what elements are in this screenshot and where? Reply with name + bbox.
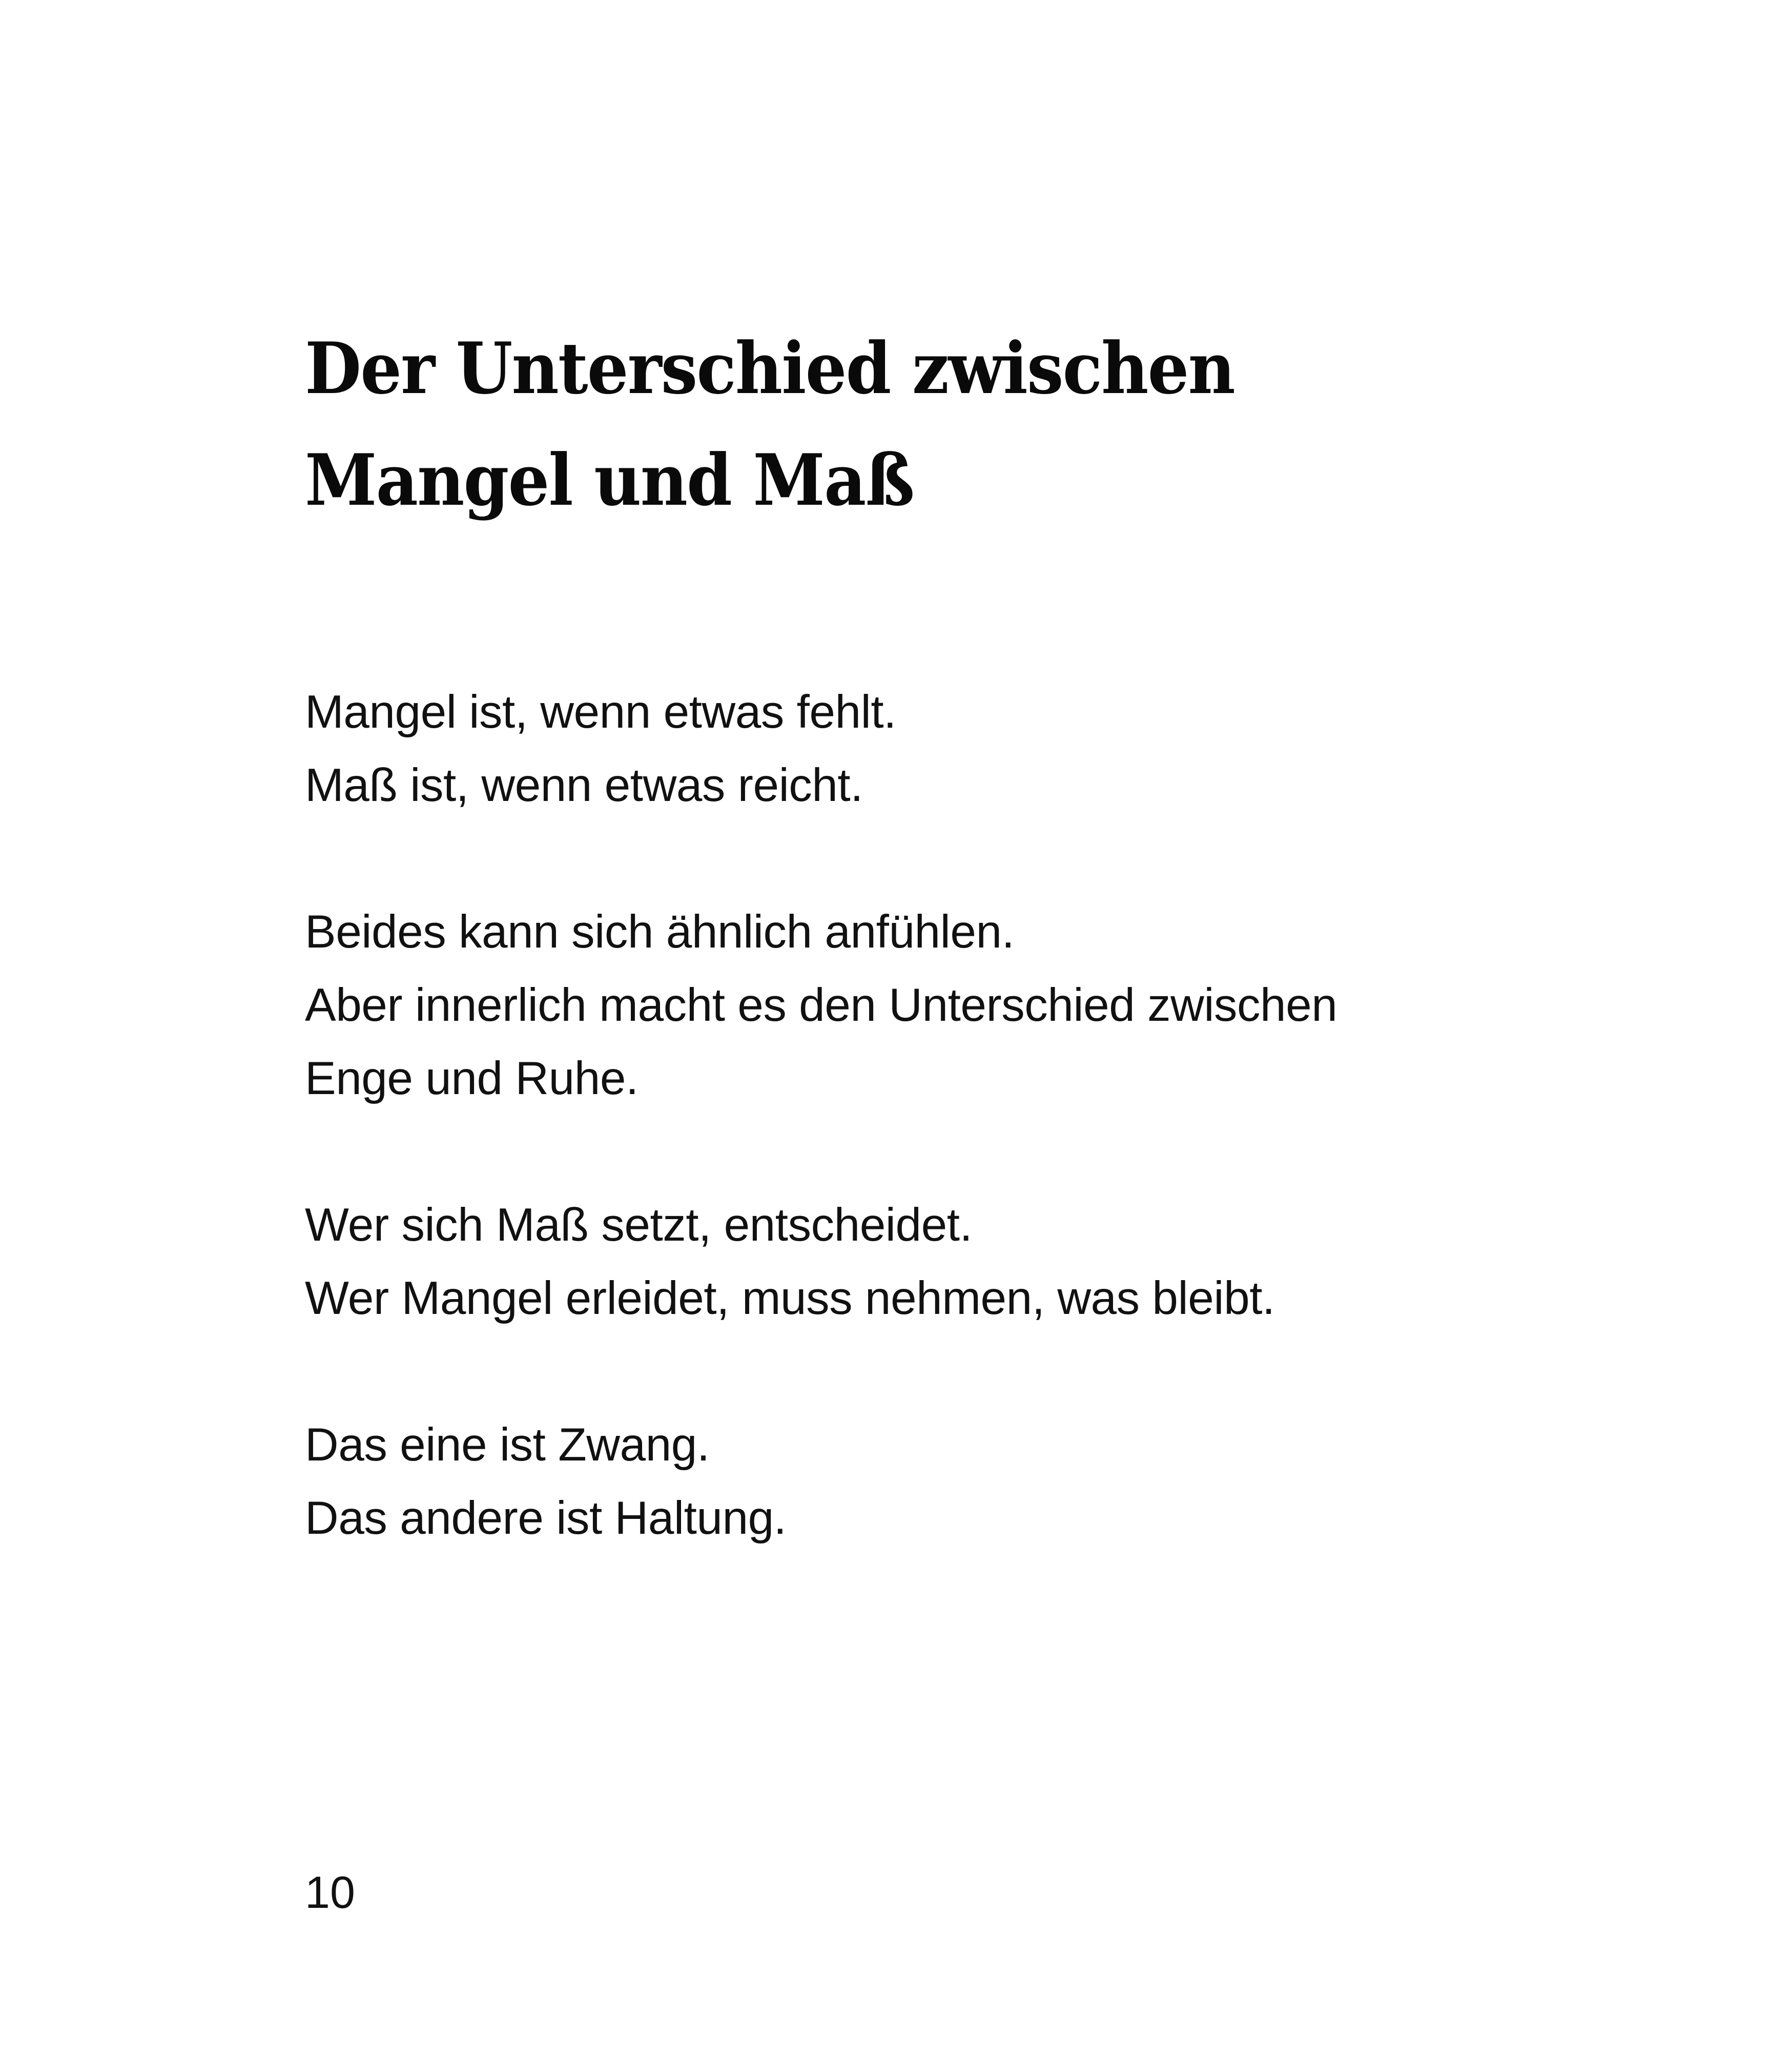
- verse-line: Maß ist, wenn etwas reicht.: [305, 759, 863, 811]
- stanza: [305, 1188, 1637, 1335]
- page-title: [305, 313, 1436, 536]
- title-line: Mangel und Maß: [305, 438, 914, 522]
- page-number: 10: [305, 1867, 355, 1918]
- verse-line: Beides kann sich ähnlich anfühlen.: [305, 906, 1015, 958]
- verse-line: Das andere ist Haltung.: [305, 1492, 787, 1544]
- verse-line: Wer sich Maß setzt, entscheidet.: [305, 1199, 973, 1251]
- title-line: Der Unterschied zwischen: [305, 326, 1234, 410]
- poem-body: [305, 675, 1637, 1628]
- verse-line: Mangel ist, wenn etwas fehlt.: [305, 686, 896, 738]
- verse-line: Das eine ist Zwang.: [305, 1419, 710, 1471]
- stanza: [305, 895, 1637, 1115]
- stanza: [305, 1408, 1637, 1555]
- verse-line: Aber innerlich macht es den Unterschied zwischen: [305, 979, 1337, 1031]
- verse-line: Wer Mangel erleidet, muss nehmen, was bleibt.: [305, 1272, 1275, 1324]
- stanza: [305, 675, 1637, 822]
- verse-line: Enge und Ruhe.: [305, 1053, 638, 1104]
